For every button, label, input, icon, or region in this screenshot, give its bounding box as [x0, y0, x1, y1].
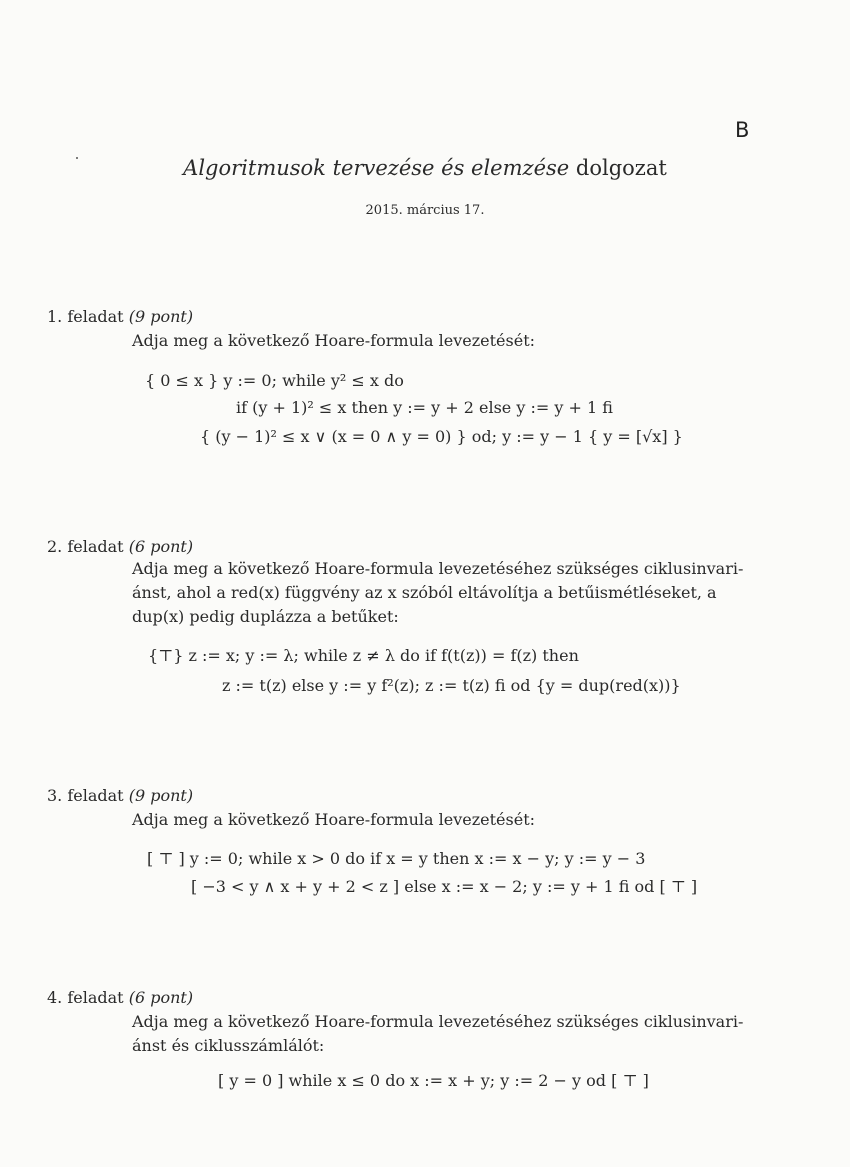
exam-variant-letter: B [735, 118, 750, 142]
document-date: 2015. március 17. [365, 203, 485, 218]
task-1-label: 1. feladat [47, 307, 124, 326]
task-2-instruction-line-1: Adja meg a következő Hoare-formula levezetéséhez szükséges ciklusinvari- [132, 559, 744, 578]
task-4-instruction-line-2: ánst és ciklusszámlálót: [132, 1036, 325, 1055]
task-1-formula-line-1: { 0 ≤ x } y := 0; while y² ≤ x do [145, 371, 404, 390]
task-3-formula-line-2: [ −3 < y ∧ x + y + 2 < z ] else x := x − 2; y := y + 1 fi od [ ⊤ ] [191, 877, 698, 896]
task-3-label: 3. feladat [47, 786, 124, 805]
task-1-formula-line-2: if (y + 1)² ≤ x then y := y + 2 else y := y + 1 fi [236, 398, 613, 417]
task-1-points: (9 pont) [128, 307, 194, 326]
document-title [0, 156, 850, 180]
task-1-heading [47, 307, 193, 326]
task-4-formula-line-1: [ y = 0 ] while x ≤ 0 do x := x + y; y := 2 − y od [ ⊤ ] [218, 1071, 649, 1090]
title-suffix: dolgozat [575, 156, 667, 180]
task-2-points: (6 pont) [128, 537, 194, 556]
task-4-points: (6 pont) [128, 988, 194, 1007]
task-3-heading [47, 786, 193, 805]
task-4-label: 4. feladat [47, 988, 124, 1007]
task-2-heading [47, 537, 193, 556]
task-2-formula-line-1: {⊤} z := x; y := λ; while z ≠ λ do if f(t(z)) = f(z) then [148, 646, 579, 665]
task-4-heading [47, 988, 193, 1007]
task-2-instruction-line-3: dup(x) pedig duplázza a betűket: [132, 607, 399, 626]
task-3-points: (9 pont) [128, 786, 194, 805]
task-4-instruction-line-1: Adja meg a következő Hoare-formula levezetéséhez szükséges ciklusinvari- [132, 1012, 744, 1031]
task-1-formula-line-3: { (y − 1)² ≤ x ∨ (x = 0 ∧ y = 0) } od; y := y − 1 { y = [√x] } [200, 427, 683, 446]
title-course-name: Algoritmusok tervezése és elemzése [183, 156, 570, 180]
task-3-formula-line-1: [ ⊤ ] y := 0; while x > 0 do if x = y then x := x − y; y := y − 3 [147, 849, 646, 868]
task-3-instruction: Adja meg a következő Hoare-formula levezetését: [132, 810, 536, 829]
task-2-instruction-line-2: ánst, ahol a red(x) függvény az x szóból eltávolítja a betűismétléseket, a [132, 583, 717, 602]
task-1-instruction: Adja meg a következő Hoare-formula levezetését: [132, 331, 536, 350]
task-2-label: 2. feladat [47, 537, 124, 556]
task-2-formula-line-2: z := t(z) else y := y f²(z); z := t(z) fi od {y = dup(red(x))} [222, 676, 681, 695]
